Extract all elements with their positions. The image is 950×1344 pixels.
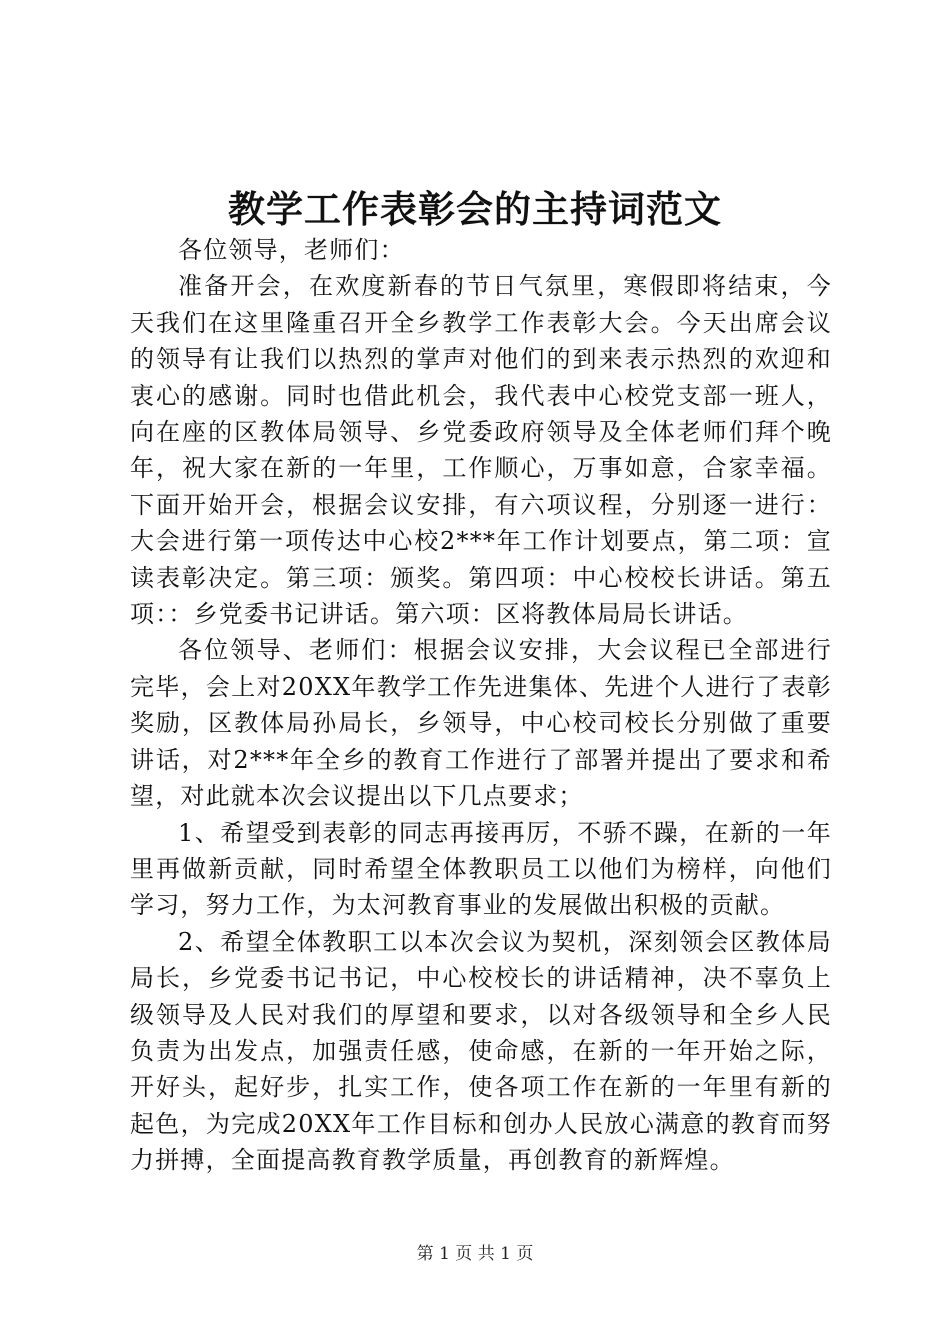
document-body <box>130 232 832 1179</box>
page-number-footer: 第 1 页 共 1 页 <box>416 1244 534 1264</box>
requirement-item-2: 2、希望全体教职工以本次会议为契机，深刻领会区教体局局长，乡党委书记书记，中心校校长的讲话精神，决不辜负上级领导及人民对我们的厚望和要求，以对各级领导和全乡人民负责为出发点，加强责任感，使命感，在新的一年开始之际，开好头，起好步，扎实工作，使各项工作在新的一年里有新的起色，为完成20XX年工作目标和创办人民放心满意的教育而努力拼搏，全面提高教育教学质量，再创教育的新辉煌。 <box>130 927 832 1175</box>
opening-paragraph: 准备开会，在欢度新春的节日气氛里，寒假即将结束，今天我们在这里隆重召开全乡教学工作表彰大会。今天出席会议的领导有让我们以热烈的掌声对他们的到来表示热烈的欢迎和衷心的感谢。同时也借此机会，我代表中心校党支部一班人，向在座的区教体局领导、乡党委政府领导及全体老师们拜个晚年，祝大家在新的一年里，工作顺心，万事如意，合家幸福。下面开始开会，根据会议安排，有六项议程，分别逐一进行：大会进行第一项传达中心校2***年工作计划要点，第二项：宣读表彰决定。第三项：颁奖。第四项：中心校校长讲话。第五项：：乡党委书记讲话。第六项：区将教体局局长讲话。 <box>130 272 832 629</box>
requirement-item-1: 1、希望受到表彰的同志再接再厉，不骄不躁，在新的一年里再做新贡献，同时希望全体教职员工以他们为榜样，向他们学习，努力工作，为太河教育事业的发展做出积极的贡献。 <box>130 818 832 920</box>
salutation-paragraph: 各位领导，老师们： <box>178 236 405 264</box>
document-title: 教学工作表彰会的主持词范文 <box>228 187 722 231</box>
closing-summary-paragraph: 各位领导、老师们：根据会议安排，大会议程已全部进行完毕，会上对20XX年教学工作先进集体、先进个人进行了表彰奖励，区教体局孙局长，乡领导，中心校司校长分别做了重要讲话，对2***年全乡的教育工作进行了部署并提出了要求和希望，对此就本次会议提出以下几点要求； <box>130 636 832 811</box>
